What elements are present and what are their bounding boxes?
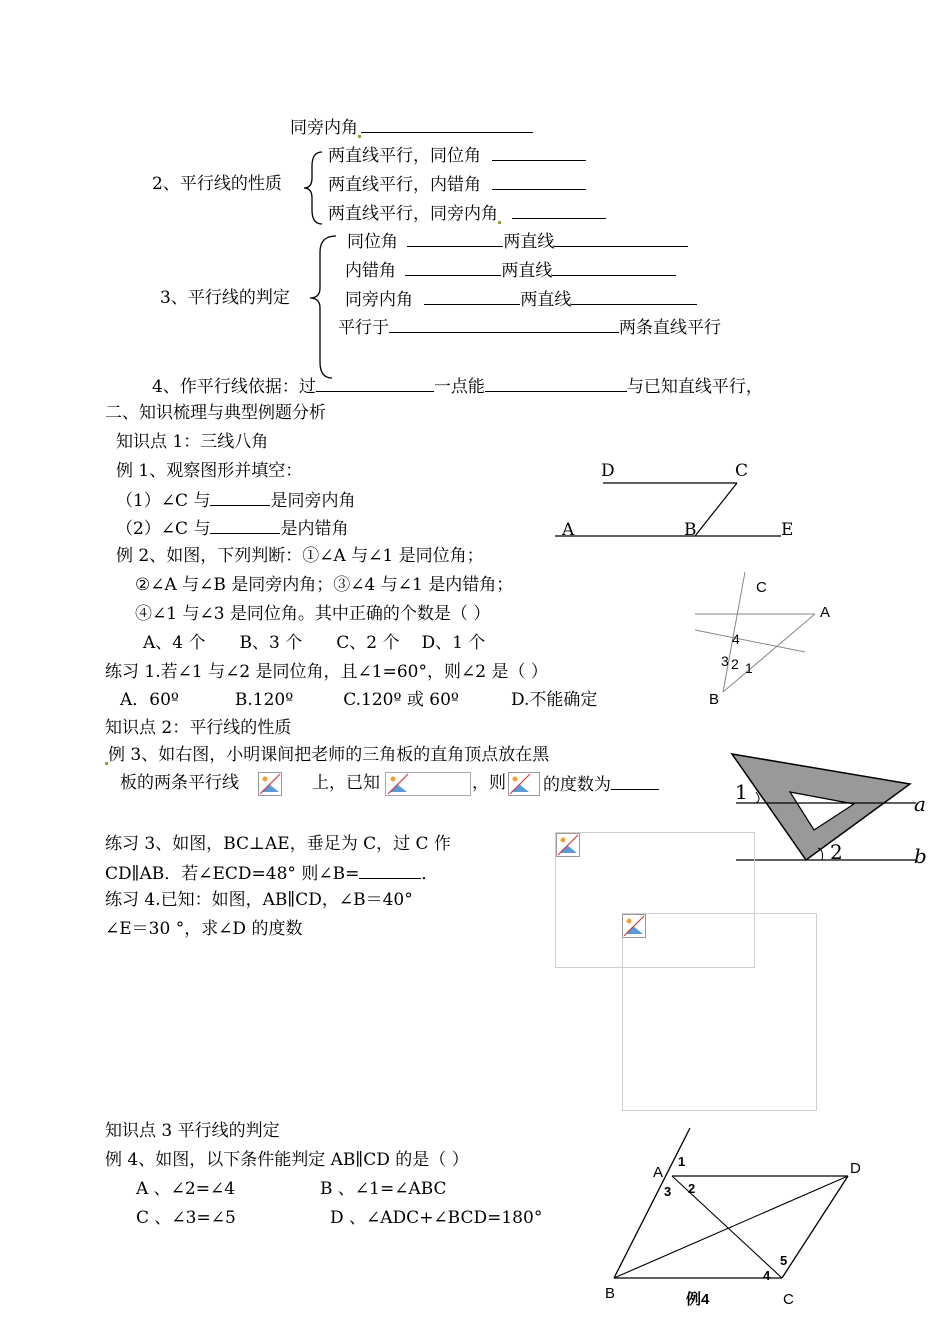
fig4-label-c: C — [783, 1291, 794, 1308]
fig3-label-a: a — [914, 792, 926, 816]
fig3-label-1: 1 — [735, 780, 748, 804]
ex1-q2: （2）∠C 与 是内错角 — [116, 519, 349, 539]
ex2-line2: ②∠A 与∠B 是同旁内角；③∠4 与∠1 是内错角； — [135, 575, 514, 595]
broken-image-icon — [556, 833, 580, 857]
figure-ex1 — [555, 458, 805, 538]
fig3-label-2: 2 — [830, 840, 843, 864]
broken-image-icon — [508, 772, 540, 796]
broken-image-icon — [386, 772, 410, 796]
criteria-line-3: 同旁内角 两直线 — [345, 288, 697, 310]
fig4-label-5: 5 — [780, 1253, 788, 1268]
ex1-prompt: 例 1、观察图形并填空： — [116, 461, 303, 481]
practice3-line1: 练习 3、如图，BC⊥AE，垂足为 C，过 C 作 — [105, 834, 451, 854]
ex2-line1: 例 2、如图，下列判断：①∠A 与∠1 是同位角； — [116, 546, 484, 566]
ex4-question: 例 4、如图，以下条件能判定 AB∥CD 的是（ ） — [105, 1150, 469, 1170]
fig1-label-c: C — [735, 461, 749, 481]
section2-title: 二、知识梳理与典型例题分析 — [105, 403, 326, 423]
fig4-label-d: D — [850, 1160, 861, 1177]
fig2-label-1: 1 — [745, 660, 753, 676]
fig2-label-4: 4 — [732, 631, 740, 647]
fig4-label-a: A — [653, 1164, 664, 1181]
practice3-line2: CD∥AB．若∠ECD=48° 则∠B= ． — [105, 864, 439, 884]
fig4-caption: 例4 — [686, 1291, 710, 1308]
ex3-line2-c: ，则 — [472, 773, 506, 793]
fig2-label-b: B — [709, 691, 720, 708]
ex4-option-a: A 、∠2=∠4 — [136, 1179, 236, 1199]
fig1-label-a: A — [562, 520, 575, 540]
ex4-option-b: B 、∠1=∠ABC — [320, 1179, 447, 1199]
item4-line: 4、作平行线依据：过 一点能 与已知直线平行， — [152, 377, 763, 397]
fig3-label-b: b — [914, 844, 927, 868]
fig2-label-a: A — [820, 604, 831, 621]
ex4-option-d: D 、∠ADC+∠BCD=180° — [330, 1208, 543, 1228]
ex3-line2: 板的两条平行线 — [120, 773, 239, 793]
fig4-label-1: 1 — [678, 1154, 686, 1169]
property-line-2: 两直线平行，内错角 — [328, 173, 586, 195]
fig2-label-3: 3 — [721, 653, 729, 669]
ex1-q1: （1）∠C 与 是同旁内角 — [116, 491, 356, 511]
fig4-label-3: 3 — [664, 1184, 672, 1199]
kp3-heading: 知识点 3 平行线的判定 — [105, 1121, 280, 1141]
brace-item2 — [300, 148, 330, 228]
practice4-line1: 练习 4.已知：如图，AB∥CD，∠B＝40° — [105, 890, 413, 910]
criteria-line-4: 平行于 两条直线平行 — [338, 318, 721, 338]
fig1-label-d: D — [601, 461, 615, 481]
fig2-label-2: 2 — [731, 656, 739, 672]
ex2-options: A、4 个 B、3 个 C、2 个 D、1 个 — [143, 633, 486, 653]
broken-image-icon — [622, 914, 646, 938]
item3-label: 3、平行线的判定 — [160, 288, 290, 308]
kp2-heading: 知识点 2：平行线的性质 — [105, 718, 292, 738]
image-frame-practice4 — [622, 913, 817, 1111]
broken-image-icon — [258, 772, 282, 796]
ex4-option-c: C 、∠3=∠5 — [136, 1208, 236, 1228]
figure-ex3 — [726, 748, 926, 878]
fig4-label-b: B — [605, 1285, 616, 1302]
criteria-line-2: 内错角 两直线 — [345, 259, 676, 281]
ex3-line2-b: 上，已知 — [312, 773, 380, 793]
ex2-line3: ④∠1 与∠3 是同位角。其中正确的个数是（ ） — [135, 604, 491, 624]
fig4-label-4: 4 — [763, 1268, 771, 1283]
fig1-label-e: E — [781, 520, 794, 540]
fig4-label-2: 2 — [688, 1181, 696, 1196]
criteria-line-1: 同位角 两直线 — [347, 230, 688, 252]
property-line-1: 两直线平行，同位角 — [328, 144, 586, 166]
practice1-options: A．60º B.120º C.120º 或 60º D.不能确定 — [120, 690, 598, 710]
property-line-3: 两直线平行，同旁内角 — [328, 202, 606, 224]
practice4-line2: ∠E＝30 °，求∠D 的度数 — [105, 919, 303, 939]
fig1-label-b: B — [684, 520, 697, 540]
fig2-label-c: C — [756, 579, 767, 596]
brace-item3 — [306, 232, 346, 382]
item2-label: 2、平行线的性质 — [152, 174, 282, 194]
practice1-question: 练习 1.若∠1 与∠2 是同位角，且∠1=60°，则∠2 是（ ） — [105, 662, 548, 682]
figure-ex4 — [600, 1128, 870, 1308]
kp1-heading: 知识点 1：三线八角 — [116, 432, 269, 452]
ex3-line1: 例 3、如右图，小明课间把老师的三角板的直角顶点放在黑 — [105, 745, 549, 765]
same-side-interior-line: 同旁内角 — [290, 116, 533, 138]
ex3-line2-d: 的度数为 — [543, 773, 659, 795]
